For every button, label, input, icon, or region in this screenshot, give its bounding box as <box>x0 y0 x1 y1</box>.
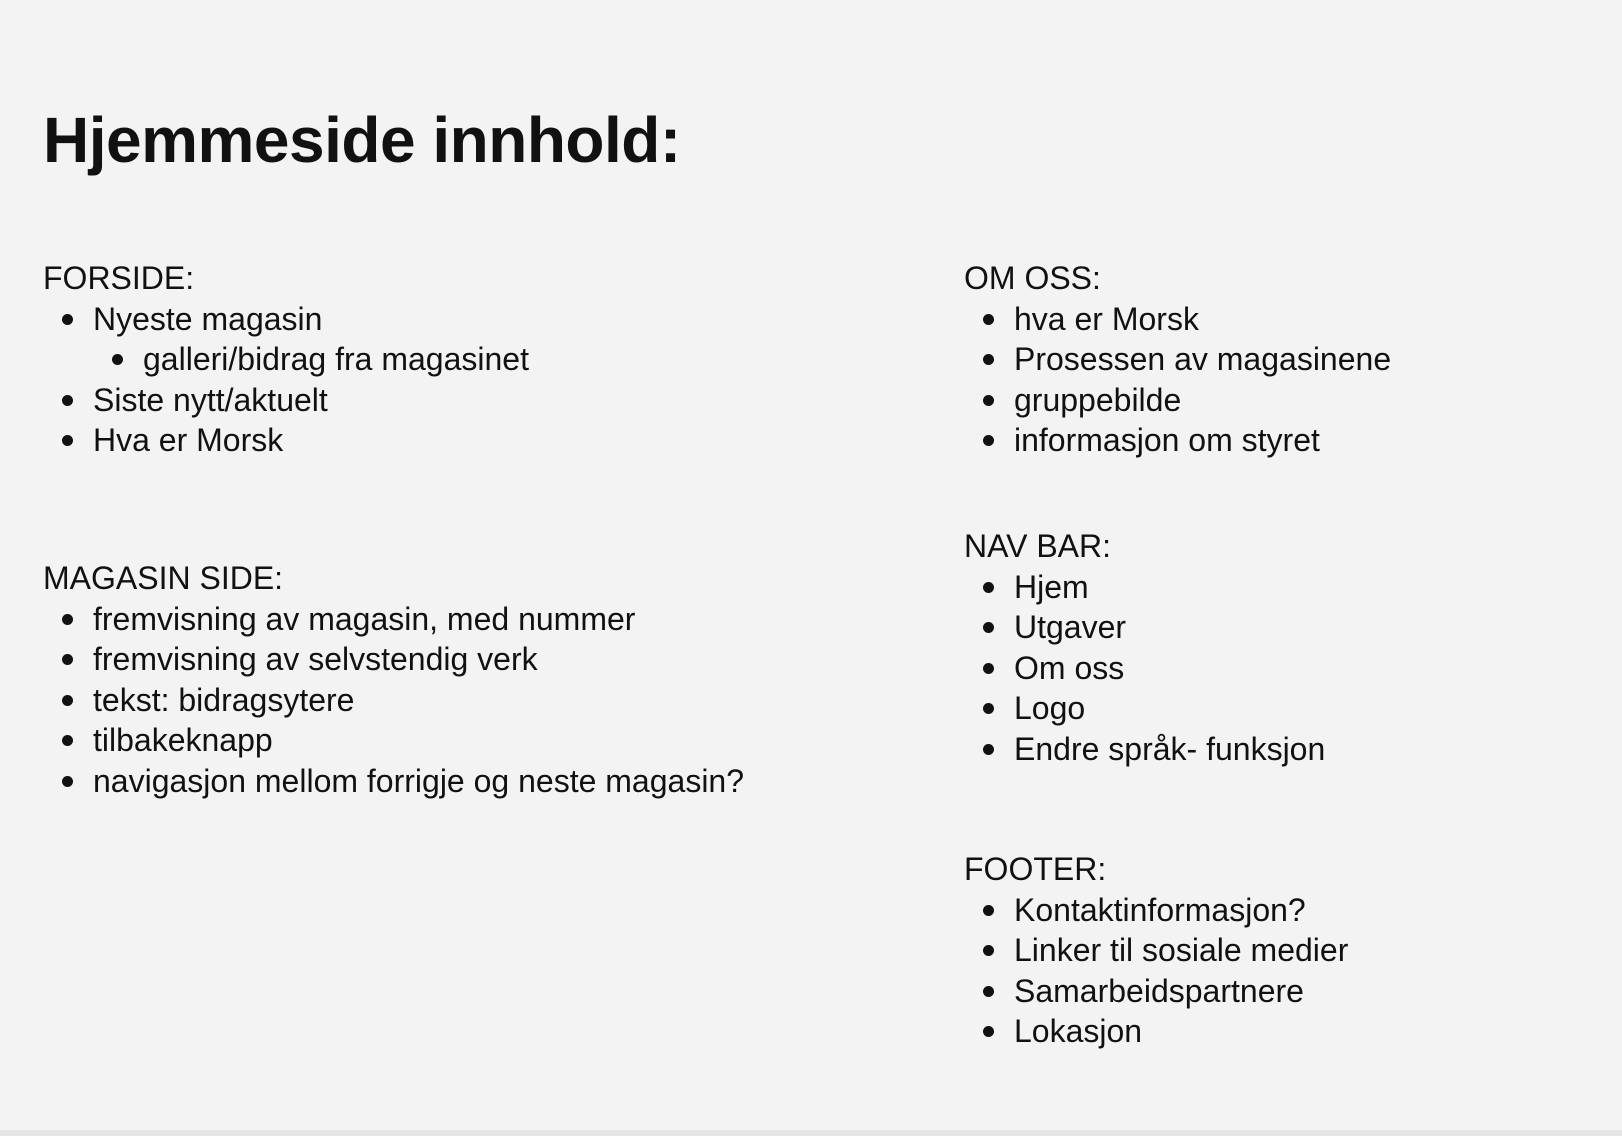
section-magasin-side <box>43 558 744 801</box>
list-item-text: Linker til sosiale medier <box>1014 932 1349 968</box>
section-forside <box>43 258 529 461</box>
list-item <box>964 648 1325 689</box>
list-item-text: Prosessen av magasinene <box>1014 341 1392 377</box>
list-item <box>43 420 529 461</box>
list-item-nested <box>43 339 529 380</box>
bullet-icon <box>112 354 123 365</box>
section-footer <box>964 849 1348 1052</box>
list-item-text: Nyeste magasin <box>93 300 323 337</box>
list-item <box>43 680 744 721</box>
list-item <box>43 639 744 680</box>
bullet-icon <box>983 703 994 714</box>
list-item-text: tilbakeknapp <box>93 722 273 758</box>
bullet-icon <box>62 395 73 406</box>
bullet-list-om-oss <box>964 299 1391 461</box>
bullet-icon <box>62 614 73 625</box>
section-heading-forside: FORSIDE: <box>43 260 195 296</box>
list-item-text: fremvisning av selvstendig verk <box>93 641 538 677</box>
list-item-text: navigasjon mellom forrigje og neste magasin? <box>93 762 745 799</box>
list-item-text: Lokasjon <box>1014 1013 1143 1049</box>
list-item-text: Logo <box>1014 690 1086 726</box>
list-item <box>964 930 1348 971</box>
list-item-text: Endre språk- funksjon <box>1014 730 1326 767</box>
bullet-icon <box>983 905 994 916</box>
bullet-icon <box>983 986 994 997</box>
bullet-icon <box>983 1026 994 1037</box>
bullet-icon <box>983 582 994 593</box>
section-om-oss <box>964 258 1391 461</box>
list-item-text: tekst: bidragsytere <box>93 681 355 718</box>
bullet-icon <box>983 622 994 633</box>
bullet-icon <box>62 695 73 706</box>
bullet-icon <box>983 395 994 406</box>
list-item <box>43 720 744 761</box>
bullet-icon <box>983 354 994 365</box>
list-item <box>964 1011 1348 1052</box>
bullet-list-nav-bar <box>964 567 1325 770</box>
list-item <box>964 567 1325 608</box>
list-item-text: Samarbeidspartnere <box>1014 972 1304 1009</box>
list-item <box>964 688 1325 729</box>
list-item-text: gruppebilde <box>1014 381 1182 418</box>
bullet-list-forside <box>43 299 529 461</box>
bullet-icon <box>62 776 73 787</box>
list-item <box>43 761 744 802</box>
list-item-text: Hva er Morsk <box>93 422 284 458</box>
list-item <box>43 599 744 640</box>
section-heading-om-oss: OM OSS: <box>964 260 1101 296</box>
list-item-text: Hjem <box>1014 568 1089 605</box>
bullet-icon <box>983 945 994 956</box>
list-item <box>964 339 1391 380</box>
list-item <box>43 299 529 340</box>
bullet-icon <box>983 435 994 446</box>
list-item <box>964 729 1325 770</box>
section-heading-magasin-side: MAGASIN SIDE: <box>43 560 284 596</box>
section-heading-nav-bar: NAV BAR: <box>964 528 1111 564</box>
list-item-text: Om oss <box>1014 649 1125 686</box>
bullet-icon <box>62 735 73 746</box>
bullet-icon <box>983 663 994 674</box>
bullet-icon <box>62 435 73 446</box>
list-item-text: galleri/bidrag fra magasinet <box>143 341 529 377</box>
list-item-text: hva er Morsk <box>1014 300 1199 337</box>
page-title: Hjemmeside innhold: <box>43 104 681 176</box>
list-item <box>964 890 1348 931</box>
list-item-text: informasjon om styret <box>1014 422 1320 458</box>
list-item-text: fremvisning av magasin, med nummer <box>93 600 636 637</box>
bullet-icon <box>983 314 994 325</box>
bullet-list-magasin-side <box>43 599 744 802</box>
section-nav-bar <box>964 526 1325 769</box>
list-item <box>964 971 1348 1012</box>
list-item <box>964 420 1391 461</box>
bullet-icon <box>62 654 73 665</box>
list-item-text: Utgaver <box>1014 609 1127 645</box>
list-item <box>43 380 529 421</box>
bullet-icon <box>983 744 994 755</box>
section-heading-footer: FOOTER: <box>964 851 1107 887</box>
bullet-list-footer <box>964 890 1348 1052</box>
slide-bottom-edge <box>0 1130 1622 1136</box>
list-item <box>964 299 1391 340</box>
list-item <box>964 380 1391 421</box>
list-item <box>964 607 1325 648</box>
list-item-text: Siste nytt/aktuelt <box>93 381 328 418</box>
list-item-text: Kontaktinformasjon? <box>1014 891 1306 928</box>
bullet-icon <box>62 314 73 325</box>
